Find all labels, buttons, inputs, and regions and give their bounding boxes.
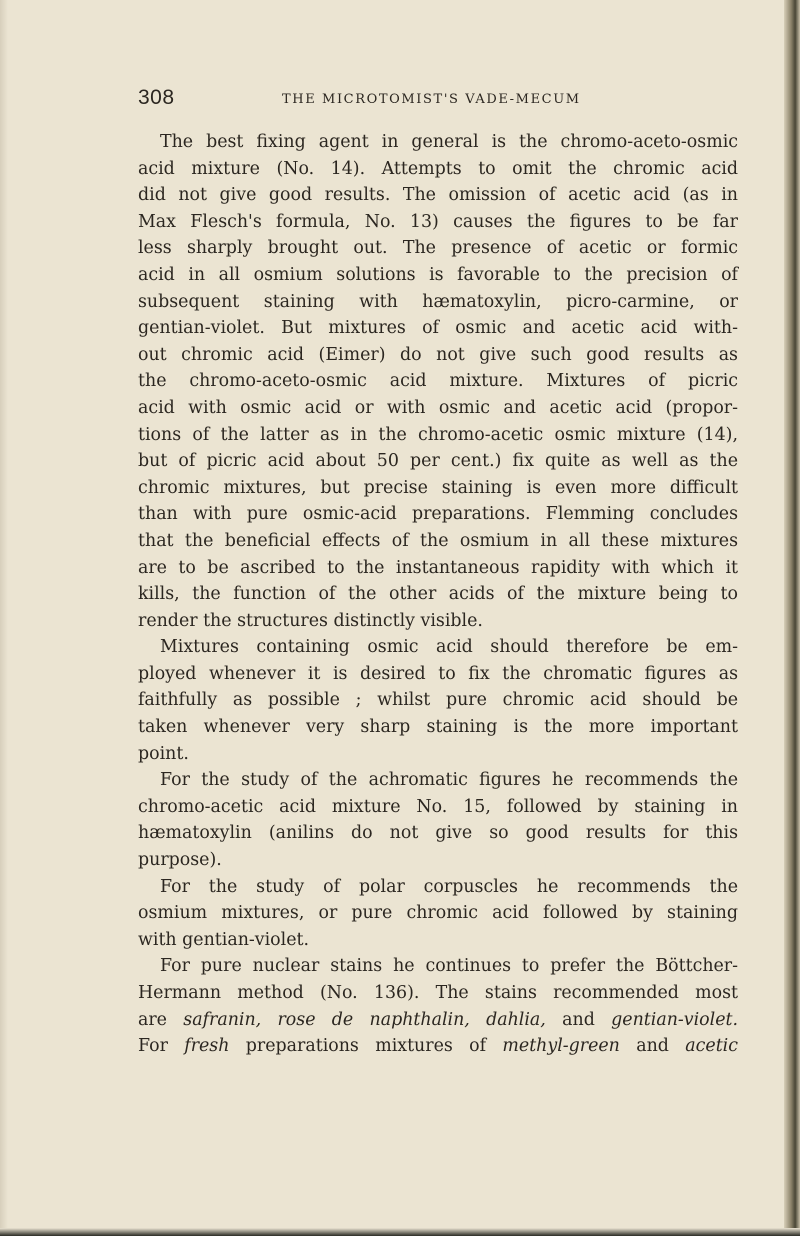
italic-text-run: fresh	[184, 1036, 230, 1057]
text-line: render the structures distinctly visible.	[138, 610, 483, 631]
italic-text-run: safranin, rose de naphthalin, dahlia,	[183, 1009, 546, 1030]
body-text	[138, 129, 738, 1060]
text-line: acid in all osmium solutions is favorable to the precision of	[138, 264, 738, 285]
page-edge-right	[784, 0, 800, 1236]
page-header	[138, 86, 758, 114]
text-line: chromo-acetic acid mixture No. 15, followed by staining in	[138, 796, 738, 817]
text-line: hæmatoxylin (anilins do not give so good results for this	[138, 823, 738, 844]
text-line: tions of the latter as in the chromo-acetic osmic mixture (14),	[138, 424, 738, 445]
text-line: than with pure osmic-acid preparations. Flemming concludes	[138, 504, 738, 525]
text-line: less sharply brought out. The presence of acetic or formic	[138, 238, 738, 259]
text-line: kills, the function of the other acids of the mixture being to	[138, 584, 738, 605]
text-line: purpose).	[138, 850, 222, 871]
text-line: faithfully as possible ; whilst pure chromic acid should be	[138, 690, 738, 711]
text-line: out chromic acid (Eimer) do not give such good results as	[138, 344, 738, 365]
text-line: but of picric acid about 50 per cent.) fix quite as well as the	[138, 451, 738, 472]
text-line: ployed whenever it is desired to fix the chromatic figures as	[138, 663, 738, 684]
text-line	[138, 1007, 738, 1034]
page-number: 308	[138, 86, 175, 109]
text-line: point.	[138, 743, 189, 764]
text-run: and	[619, 1036, 686, 1057]
text-line: acid with osmic acid or with osmic and acetic acid (propor-	[138, 397, 738, 418]
text-line: did not give good results. The omission of acetic acid (as in	[138, 185, 738, 206]
text-line: gentian-violet. But mixtures of osmic and acetic acid with-	[138, 318, 738, 339]
text-line: acid mixture (No. 14). Attempts to omit the chromic acid	[138, 158, 738, 179]
page-shadow-left	[0, 0, 8, 1236]
text-line: are to be ascribed to the instantaneous rapidity with which it	[138, 557, 738, 578]
italic-text-run: methyl-green	[502, 1036, 620, 1057]
text-line: taken whenever very sharp staining is the more important	[138, 717, 738, 738]
text-line: For the study of the achromatic figures he recommends the	[160, 770, 738, 791]
text-line: osmium mixtures, or pure chromic acid followed by staining	[138, 903, 738, 924]
text-line: Mixtures containing osmic acid should therefore be em-	[160, 637, 738, 658]
italic-text-run: acetic	[685, 1036, 738, 1057]
text-line: The best fixing agent in general is the chromo-aceto-osmic	[160, 132, 738, 152]
text-line: Max Flesch's formula, No. 13) causes the figures to be far	[138, 211, 738, 232]
page-edge-bottom	[0, 1228, 800, 1236]
text-line: For pure nuclear stains he continues to prefer the Böttcher-	[160, 956, 738, 977]
text-line: subsequent staining with hæmatoxylin, picro-carmine, or	[138, 291, 738, 312]
text-run: For	[138, 1036, 185, 1057]
italic-text-run: gentian-violet.	[611, 1009, 739, 1030]
text-run: are	[138, 1009, 184, 1030]
text-line: with gentian-violet.	[138, 929, 310, 950]
text-line: the chromo-aceto-osmic acid mixture. Mixtures of picric	[138, 371, 738, 392]
running-head: THE MICROTOMIST'S VADE-MECUM	[282, 92, 581, 107]
text-line: that the beneficial effects of the osmium in all these mixtures	[138, 530, 738, 551]
text-line: chromic mixtures, but precise staining is even more difficult	[138, 477, 738, 498]
text-run: and	[545, 1009, 612, 1030]
text-line: Hermann method (No. 136). The stains recommended most	[138, 983, 738, 1003]
text-line	[138, 1033, 738, 1060]
text-run: preparations mixtures of	[229, 1036, 503, 1057]
text-line: For the study of polar corpuscles he recommends the	[160, 876, 738, 897]
